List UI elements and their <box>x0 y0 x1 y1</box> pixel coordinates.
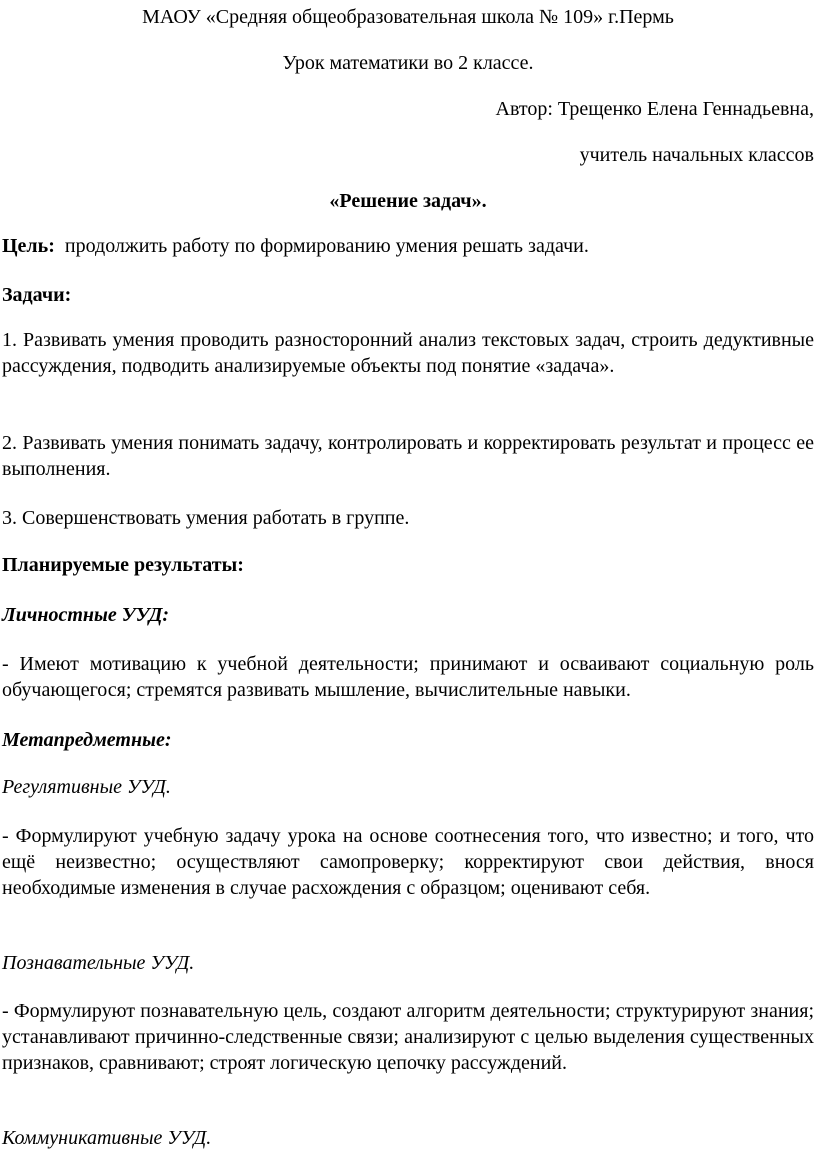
regulative-heading: Регулятивные УУД. <box>2 776 171 798</box>
personal-heading: Личностные УУД: <box>2 604 170 626</box>
meta-heading: Метапредметные: <box>2 729 172 751</box>
cognitive-heading: Познавательные УУД. <box>2 952 195 974</box>
school-name: МАОУ «Средняя общеобразовательная школа № 109» г.Пермь <box>142 6 674 28</box>
lesson-subtitle: Урок математики во 2 классе. <box>282 52 534 74</box>
author-role: учитель начальных классов <box>579 144 814 166</box>
author-line: Автор: Трещенко Елена Геннадьевна, <box>495 98 814 120</box>
personal-text: - Имеют мотивацию к учебной деятельности; принимают и осваивают социальную роль обучающегося; стремятся развивать мышление, вычислительные навыки. <box>2 653 814 701</box>
results-heading: Планируемые результаты: <box>2 554 244 576</box>
task-item-1: 1. Развивать умения проводить разносторонний анализ текстовых задач, строить дедуктивные рассуждения, подводить анализируемые объекты под понятие «задача». <box>2 329 814 377</box>
cognitive-text: - Формулируют познавательную цель, создают алгоритм деятельности; структурируют знания; устанавливают причинно-следственные связи; анализируют с целью выделения существенных признаков, сравнивают; строят логическую цепочку рассуждений. <box>2 1000 814 1074</box>
lesson-title: «Решение задач». <box>329 190 487 212</box>
regulative-text: - Формулируют учебную задачу урока на основе соотнесения того, что известно; и того, что ещё неизвестно; осуществляют самопроверку; корректируют свои действия, внося необходимые изменения в случае расхождения с образцом; оценивают себя. <box>2 825 814 899</box>
task-item-2: 2. Развивать умения понимать задачу, контролировать и корректировать результат и процесс ее выполнения. <box>2 432 814 480</box>
communicative-heading: Коммуникативные УУД. <box>2 1127 212 1149</box>
goal-paragraph <box>2 233 814 259</box>
tasks-heading: Задачи: <box>2 284 72 306</box>
goal-text: продолжить работу по формированию умения решать задачи. <box>64 235 589 257</box>
task-item-3: 3. Совершенствовать умения работать в группе. <box>2 507 410 529</box>
goal-label: Цель: <box>2 235 55 257</box>
